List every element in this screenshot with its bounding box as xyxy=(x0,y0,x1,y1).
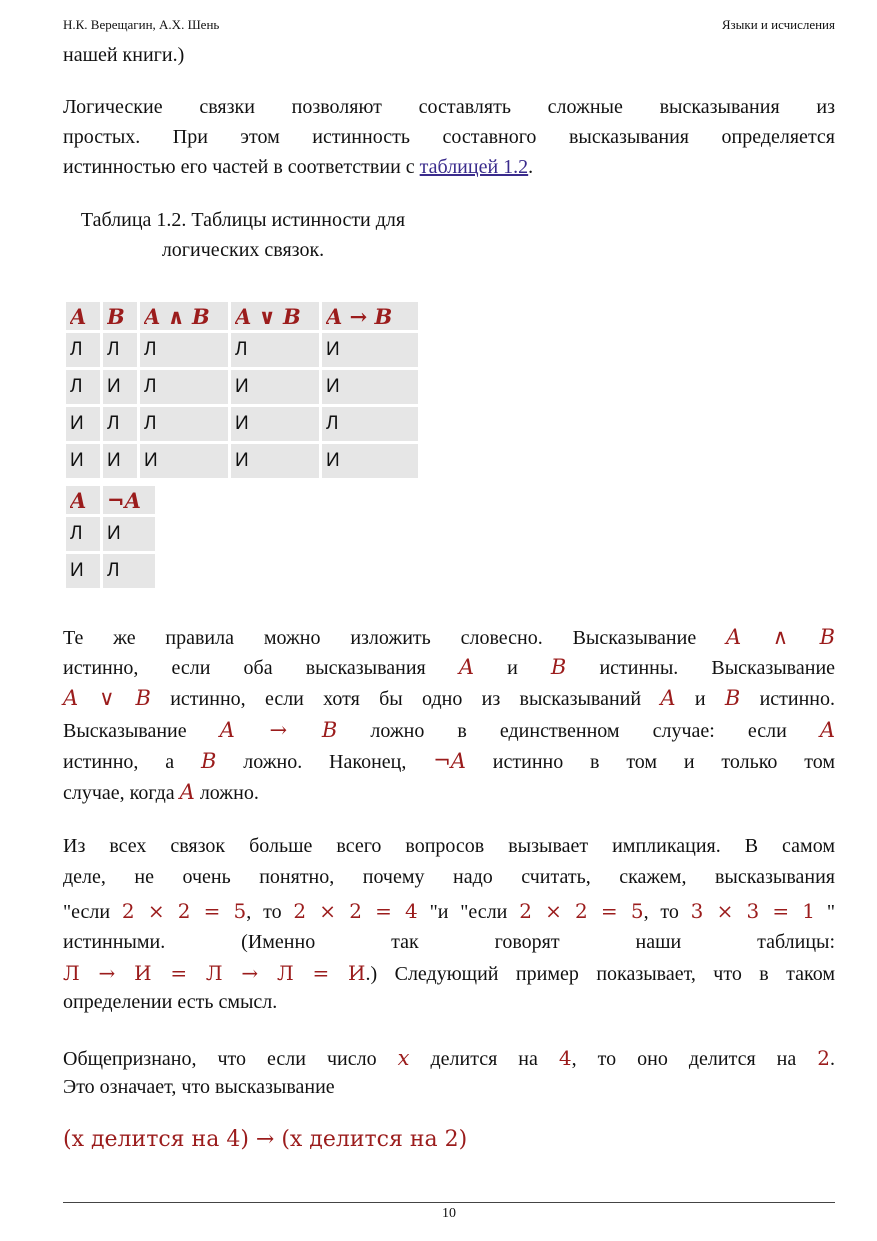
math-expr: 3 × 3 = 1 xyxy=(690,899,816,923)
table-cell: Л xyxy=(231,333,319,367)
para3-text: истинными. xyxy=(63,931,166,953)
math-a: A xyxy=(179,780,195,804)
para3-text: наши xyxy=(635,931,682,953)
para2-text: Высказывание xyxy=(63,720,187,742)
table-cell: Л xyxy=(103,333,137,367)
math-x: x xyxy=(397,1046,410,1070)
para2-line2 xyxy=(63,652,835,683)
table-cell: Л xyxy=(66,517,100,551)
math-expr: 2 × 2 = 5 xyxy=(519,899,644,923)
table-header-cell: A → B xyxy=(322,302,418,330)
para2-text: Те же правила можно изложить словесно. Высказывание xyxy=(63,627,697,649)
page-header xyxy=(63,17,835,35)
header-authors: Н.К. Верещагин, А.Х. Шень xyxy=(63,17,220,32)
para1-line3 xyxy=(63,152,835,182)
table-cell: И xyxy=(140,444,228,478)
para2-text: ложно. xyxy=(199,782,259,804)
table-cell: Л xyxy=(140,370,228,404)
para2-text: случае, когда xyxy=(63,782,175,804)
table-header-row xyxy=(66,486,155,514)
para2-line5 xyxy=(63,746,835,777)
table-cell: И xyxy=(103,517,155,551)
para2-text: ложно. Наконец, xyxy=(243,751,407,773)
table-cell: И xyxy=(231,370,319,404)
para2-line3 xyxy=(63,683,835,714)
table-cell: Л xyxy=(103,554,155,588)
math-truth-chain: Л → И = Л → Л = И xyxy=(63,961,366,985)
table-caption: Таблица 1.2. Таблицы истинности для логических связок. xyxy=(80,209,406,261)
math-b: B xyxy=(550,655,567,679)
table-row xyxy=(66,333,418,367)
table-row xyxy=(66,370,418,404)
table-header-cell: A xyxy=(66,302,100,330)
para2-text: и xyxy=(694,688,706,710)
math-a: A xyxy=(660,686,676,710)
table-cell: И xyxy=(231,444,319,478)
para4-text: . xyxy=(830,1048,835,1070)
para2-text: истинно, а xyxy=(63,751,175,773)
para3-line1: Из всех связок больше всего вопросов вызывает импликация. В самом xyxy=(63,835,835,857)
math-a: A xyxy=(819,718,836,742)
para3-text: " xyxy=(826,901,836,923)
table-header-cell: A ∧ B xyxy=(140,302,228,330)
table-cell: И xyxy=(322,370,418,404)
para2-line6 xyxy=(63,777,835,808)
para3-text: (Именно xyxy=(241,931,316,953)
table-cell: И xyxy=(66,554,100,588)
table-cell: Л xyxy=(322,407,418,441)
table-row xyxy=(66,517,155,551)
table-cell: Л xyxy=(140,407,228,441)
para1-period: . xyxy=(528,156,534,178)
table-cell: И xyxy=(322,444,418,478)
para2-text: и xyxy=(507,657,518,679)
header-title: Языки и исчисления xyxy=(721,17,835,32)
para1-line2: простых. При этом истинность составного высказывания определяется xyxy=(63,126,835,148)
para3-text: "и "если xyxy=(429,901,508,923)
para3-line4 xyxy=(63,927,835,957)
para3-text: говорят xyxy=(494,931,560,953)
para2-text: истинно, если оба высказывания xyxy=(63,657,426,679)
math-impl: A → B xyxy=(219,718,338,742)
para2-line4 xyxy=(63,715,835,746)
math-expr: 2 × 2 = 5 xyxy=(121,899,247,923)
para2-text: истинно. xyxy=(759,688,836,710)
table-row xyxy=(66,407,418,441)
table-row xyxy=(66,444,418,478)
para1-line1: Логические связки позволяют составлять сложные высказывания из xyxy=(63,96,835,118)
para3-text: , то xyxy=(643,901,679,923)
table-row xyxy=(66,554,155,588)
para2-line1 xyxy=(63,622,835,653)
para4-text: , то оно делится на xyxy=(571,1048,797,1070)
math-and: A ∧ B xyxy=(726,625,835,649)
truth-table-negation xyxy=(63,483,158,591)
para3-text: так xyxy=(391,931,419,953)
table-cell: Л xyxy=(140,333,228,367)
para2-text: истинно в том и только том xyxy=(492,751,836,773)
truth-table-binary xyxy=(63,299,421,481)
implication-formula: (x делится на 4) → (x делится на 2) xyxy=(63,1127,468,1152)
table-header-cell: ¬A xyxy=(103,486,155,514)
math-b: B xyxy=(724,686,741,710)
math-or: A ∨ B xyxy=(63,686,151,710)
page-number: 10 xyxy=(442,1206,456,1221)
footer-divider xyxy=(63,1202,835,1203)
intro-tail: нашей книги.) xyxy=(63,44,185,66)
math-4: 4 xyxy=(558,1046,572,1070)
table-cell: Л xyxy=(103,407,137,441)
math-not: ¬A xyxy=(433,749,466,773)
table-link[interactable]: таблицей 1.2 xyxy=(419,156,529,178)
para3-text: таблицы: xyxy=(757,931,836,953)
para3-text: .) Следующий пример показывает, что в таком xyxy=(365,963,836,985)
para4-line1 xyxy=(63,1043,835,1074)
math-2: 2 xyxy=(817,1046,830,1070)
math-a: A xyxy=(458,655,475,679)
para3-text: "если xyxy=(63,901,111,923)
table-cell: Л xyxy=(66,370,100,404)
para3-text: , то xyxy=(246,901,282,923)
table-header-row xyxy=(66,302,418,330)
table-header-cell: A ∨ B xyxy=(231,302,319,330)
table-cell: И xyxy=(66,407,100,441)
table-cell: И xyxy=(103,444,137,478)
table-cell: И xyxy=(103,370,137,404)
table-cell: И xyxy=(66,444,100,478)
table-header-cell: A xyxy=(66,486,100,514)
para4-line2: Это означает, что высказывание xyxy=(63,1076,335,1098)
para3-line5 xyxy=(63,958,835,989)
table-cell: И xyxy=(231,407,319,441)
para2-text: ложно в единственном случае: если xyxy=(370,720,787,742)
para4-text: Общепризнано, что если число xyxy=(63,1048,377,1070)
math-b: B xyxy=(200,749,217,773)
para3-line3 xyxy=(63,896,835,927)
para1-text: истинностью его частей в соответствии с xyxy=(63,156,420,178)
table-cell: Л xyxy=(66,333,100,367)
table-cell: И xyxy=(322,333,418,367)
para3-line6: определении есть смысл. xyxy=(63,991,278,1013)
math-expr: 2 × 2 = 4 xyxy=(293,899,418,923)
table-header-cell: B xyxy=(103,302,137,330)
para4-text: делится на xyxy=(430,1048,538,1070)
para2-text: истинно, если хотя бы одно из высказываний xyxy=(170,688,642,710)
para3-line2: деле, не очень понятно, почему надо считать, скажем, высказывания xyxy=(63,866,835,888)
para2-text: истинны. Высказывание xyxy=(599,657,836,679)
